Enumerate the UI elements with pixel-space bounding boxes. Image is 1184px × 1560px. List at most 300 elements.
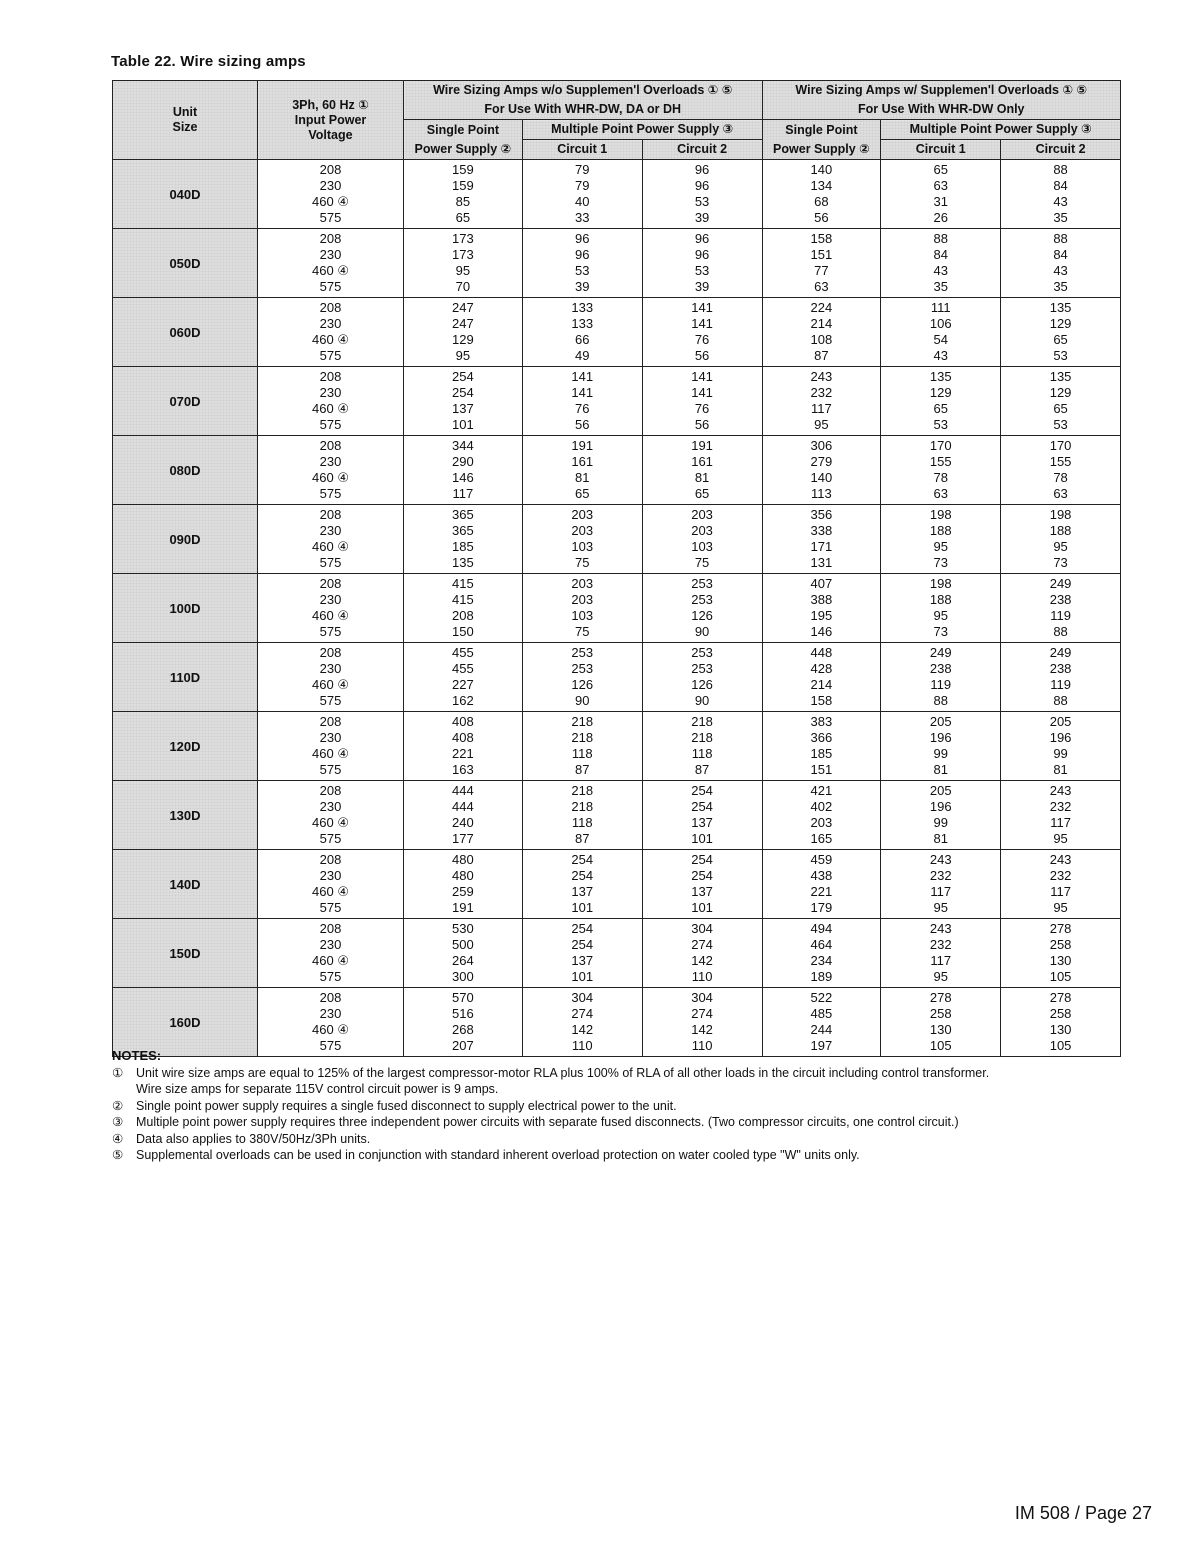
table-row	[113, 988, 1121, 1057]
single-point-ovl-cell	[762, 229, 881, 298]
value: 142	[571, 1022, 594, 1037]
circuit-2-cell	[642, 505, 762, 574]
value: 218	[571, 783, 594, 798]
unit-size-cell: 040D	[113, 160, 258, 229]
value: 460 ④	[312, 263, 349, 278]
single-point-a-line2: Power Supply ②	[414, 141, 512, 156]
value: 407	[810, 576, 833, 591]
circuit-2-cell	[642, 919, 762, 988]
value: 88	[1053, 624, 1068, 639]
header-group-without-overloads	[404, 81, 763, 120]
circuit-2-cell	[642, 643, 762, 712]
value: 232	[1049, 868, 1072, 883]
value: 53	[694, 263, 710, 278]
unit-size-cell: 130D	[113, 781, 258, 850]
value: 264	[452, 953, 474, 968]
value: 227	[452, 677, 474, 692]
table-title: Table 22. Wire sizing amps	[111, 53, 306, 70]
single-point-ovl-cell	[762, 298, 881, 367]
note-item	[112, 1114, 1142, 1131]
value: 39	[694, 210, 710, 225]
value: 460 ④	[312, 746, 349, 761]
value: 96	[694, 231, 710, 246]
value: 500	[452, 937, 474, 952]
value: 438	[810, 868, 833, 883]
circuit-2-cell	[642, 298, 762, 367]
value: 105	[929, 1038, 952, 1053]
value: 84	[933, 247, 948, 262]
value: 137	[452, 401, 474, 416]
value: 459	[810, 852, 833, 867]
value: 274	[571, 1006, 594, 1021]
value: 117	[452, 486, 474, 501]
value: 415	[452, 592, 474, 607]
value: 485	[810, 1006, 833, 1021]
voltage-cell	[258, 919, 404, 988]
table-row	[113, 505, 1121, 574]
value: 119	[1050, 677, 1071, 692]
value: 40	[574, 194, 590, 209]
value: 365	[452, 523, 474, 538]
value: 198	[1049, 507, 1072, 522]
value: 185	[452, 539, 474, 554]
value: 173	[452, 231, 474, 246]
value: 274	[691, 937, 713, 952]
value: 53	[574, 263, 590, 278]
value: 35	[1053, 210, 1068, 225]
value: 141	[691, 369, 713, 384]
value: 31	[933, 194, 948, 209]
value: 208	[319, 783, 342, 798]
value: 249	[1049, 645, 1072, 660]
value: 134	[810, 178, 833, 193]
header-voltage-line3: Voltage	[308, 127, 353, 142]
table-row	[113, 298, 1121, 367]
single-point-ovl-cell	[762, 988, 881, 1057]
value: 208	[319, 990, 342, 1005]
value: 129	[1049, 385, 1072, 400]
value: 133	[571, 300, 594, 315]
value: 415	[452, 576, 474, 591]
value: 191	[691, 438, 713, 453]
circuit-1-cell	[522, 574, 642, 643]
value: 141	[571, 385, 594, 400]
value: 65	[694, 486, 710, 501]
header-circuit-1-a: Circuit 1	[522, 140, 642, 160]
value: 230	[319, 661, 342, 676]
value: 575	[319, 555, 342, 570]
value: 402	[810, 799, 833, 814]
circuit-2-ovl-cell	[1001, 367, 1121, 436]
value: 232	[929, 937, 952, 952]
header-voltage-line2: Input Power	[294, 112, 367, 127]
note-item	[112, 1147, 1142, 1164]
value: 238	[929, 661, 952, 676]
circuit-2-cell	[642, 781, 762, 850]
value: 158	[810, 231, 833, 246]
value: 575	[319, 762, 342, 777]
value: 300	[452, 969, 474, 984]
value: 84	[1053, 178, 1068, 193]
notes-heading: NOTES:	[112, 1048, 162, 1063]
circuit-1-cell	[522, 436, 642, 505]
value: 126	[571, 677, 594, 692]
value: 129	[1049, 316, 1072, 331]
header-group-with-overloads	[762, 81, 1121, 120]
value: 126	[691, 677, 713, 692]
value: 88	[1053, 693, 1068, 708]
value: 208	[319, 645, 342, 660]
value: 96	[694, 247, 710, 262]
value: 63	[933, 486, 948, 501]
single-point-ovl-cell	[762, 436, 881, 505]
value: 240	[452, 815, 474, 830]
value: 254	[452, 369, 474, 384]
value: 253	[571, 645, 594, 660]
unit-size-cell: 060D	[113, 298, 258, 367]
single-point-cell	[404, 781, 523, 850]
value: 90	[694, 693, 710, 708]
value: 494	[810, 921, 833, 936]
note-item	[112, 1065, 1142, 1098]
value: 126	[691, 608, 713, 623]
table-row	[113, 643, 1121, 712]
value: 111	[930, 300, 951, 315]
value: 203	[571, 523, 594, 538]
value: 129	[929, 385, 952, 400]
value: 63	[933, 178, 948, 193]
value: 87	[574, 831, 590, 846]
voltage-cell	[258, 988, 404, 1057]
header-circuit-2-a: Circuit 2	[642, 140, 762, 160]
group-with-subtitle: For Use With WHR-DW Only	[857, 102, 1025, 116]
value: 141	[691, 316, 713, 331]
value: 460 ④	[312, 884, 349, 899]
header-unit-size	[113, 81, 258, 160]
value: 575	[319, 279, 342, 294]
value: 188	[929, 523, 952, 538]
value: 68	[814, 194, 829, 209]
single-point-ovl-cell	[762, 781, 881, 850]
value: 137	[571, 884, 594, 899]
value: 81	[694, 470, 710, 485]
value: 238	[1049, 592, 1072, 607]
value: 230	[319, 730, 342, 745]
circuit-2-cell	[642, 436, 762, 505]
note-line: Supplemental overloads can be used in conjunction with standard inherent overload protection on water cooled type "W" units only.	[136, 1148, 860, 1162]
value: 244	[810, 1022, 833, 1037]
single-point-cell	[404, 160, 523, 229]
value: 254	[691, 852, 713, 867]
value: 421	[810, 783, 833, 798]
value: 88	[933, 231, 948, 246]
circuit-2-ovl-cell	[1001, 229, 1121, 298]
note-symbol: ③	[112, 1115, 124, 1129]
value: 247	[452, 316, 474, 331]
value: 243	[1049, 783, 1072, 798]
value: 575	[319, 417, 342, 432]
unit-size-cell: 070D	[113, 367, 258, 436]
value: 253	[691, 576, 713, 591]
value: 366	[810, 730, 833, 745]
value: 96	[574, 231, 590, 246]
value: 218	[571, 799, 594, 814]
single-point-ovl-cell	[762, 367, 881, 436]
value: 214	[810, 316, 833, 331]
value: 408	[452, 714, 474, 729]
value: 258	[1049, 937, 1072, 952]
header-circuit-2-b: Circuit 2	[1001, 140, 1121, 160]
value: 131	[810, 555, 833, 570]
value: 137	[571, 953, 594, 968]
value: 522	[810, 990, 833, 1005]
notes-section	[112, 1048, 1142, 1164]
value: 383	[810, 714, 833, 729]
value: 208	[319, 300, 342, 315]
circuit-2-ovl-cell	[1001, 505, 1121, 574]
wire-sizing-table	[112, 80, 1121, 1057]
value: 460 ④	[312, 332, 349, 347]
voltage-cell	[258, 781, 404, 850]
page-footer: IM 508 / Page 27	[1014, 1503, 1152, 1523]
value: 455	[452, 661, 474, 676]
circuit-1-ovl-cell	[881, 643, 1001, 712]
single-point-ovl-cell	[762, 505, 881, 574]
value: 39	[694, 279, 710, 294]
value: 230	[319, 316, 342, 331]
value: 96	[694, 178, 710, 193]
voltage-cell	[258, 160, 404, 229]
value: 196	[1049, 730, 1072, 745]
value: 81	[574, 470, 590, 485]
value: 75	[694, 555, 710, 570]
value: 254	[691, 799, 713, 814]
value: 141	[571, 369, 594, 384]
value: 78	[1053, 470, 1068, 485]
value: 35	[933, 279, 948, 294]
single-point-cell	[404, 574, 523, 643]
value: 218	[691, 730, 713, 745]
value: 101	[571, 900, 594, 915]
table-row	[113, 781, 1121, 850]
value: 103	[571, 608, 594, 623]
value: 95	[1053, 539, 1068, 554]
value: 408	[452, 730, 474, 745]
value: 208	[319, 576, 342, 591]
value: 221	[810, 884, 833, 899]
single-point-ovl-cell	[762, 643, 881, 712]
value: 516	[452, 1006, 474, 1021]
header-single-point-a	[404, 120, 523, 160]
note-item	[112, 1131, 1142, 1148]
value: 163	[452, 762, 474, 777]
value: 243	[929, 852, 952, 867]
voltage-cell	[258, 505, 404, 574]
group-without-title: Wire Sizing Amps w/o Supplemen'l Overloads ① ⑤	[433, 83, 733, 97]
value: 70	[455, 279, 471, 294]
value: 575	[319, 969, 342, 984]
value: 150	[452, 624, 474, 639]
value: 99	[1053, 746, 1068, 761]
value: 95	[455, 348, 471, 363]
single-point-cell	[404, 436, 523, 505]
value: 356	[810, 507, 833, 522]
circuit-1-ovl-cell	[881, 919, 1001, 988]
value: 73	[933, 624, 948, 639]
circuit-1-cell	[522, 505, 642, 574]
value: 575	[319, 348, 342, 363]
value: 306	[810, 438, 833, 453]
value: 39	[574, 279, 590, 294]
value: 203	[810, 815, 833, 830]
value: 460 ④	[312, 470, 349, 485]
value: 208	[319, 714, 342, 729]
table-row	[113, 229, 1121, 298]
value: 253	[691, 661, 713, 676]
value: 130	[1049, 1022, 1072, 1037]
unit-size-cell: 100D	[113, 574, 258, 643]
value: 95	[933, 900, 948, 915]
value: 188	[929, 592, 952, 607]
value: 344	[452, 438, 474, 453]
circuit-2-ovl-cell	[1001, 574, 1121, 643]
value: 90	[574, 693, 590, 708]
table-row	[113, 160, 1121, 229]
value: 88	[1053, 231, 1068, 246]
value: 161	[691, 454, 713, 469]
value: 54	[933, 332, 948, 347]
single-point-ovl-cell	[762, 160, 881, 229]
value: 162	[452, 693, 474, 708]
circuit-1-cell	[522, 919, 642, 988]
circuit-2-cell	[642, 229, 762, 298]
value: 208	[319, 507, 342, 522]
value: 254	[571, 937, 594, 952]
value: 53	[1053, 348, 1068, 363]
value: 101	[691, 900, 713, 915]
single-point-b-line2: Power Supply ②	[773, 141, 870, 156]
value: 151	[810, 247, 833, 262]
circuit-1-cell	[522, 160, 642, 229]
value: 95	[1053, 831, 1068, 846]
single-point-cell	[404, 229, 523, 298]
value: 243	[1049, 852, 1072, 867]
value: 53	[933, 417, 948, 432]
value: 170	[1049, 438, 1072, 453]
value: 118	[571, 815, 593, 830]
value: 105	[1049, 969, 1072, 984]
value: 575	[319, 900, 342, 915]
value: 73	[933, 555, 948, 570]
table-row	[113, 712, 1121, 781]
value: 142	[691, 953, 713, 968]
value: 119	[930, 677, 952, 692]
value: 460 ④	[312, 539, 349, 554]
value: 238	[1049, 661, 1072, 676]
value: 56	[694, 348, 710, 363]
value: 234	[810, 953, 833, 968]
value: 53	[1053, 417, 1068, 432]
value: 106	[929, 316, 952, 331]
single-point-cell	[404, 712, 523, 781]
value: 171	[810, 539, 833, 554]
value: 253	[691, 592, 713, 607]
table-row	[113, 367, 1121, 436]
value: 254	[571, 852, 594, 867]
value: 79	[574, 162, 590, 177]
value: 232	[1049, 799, 1072, 814]
value: 135	[452, 555, 474, 570]
value: 119	[1050, 608, 1071, 623]
value: 207	[452, 1038, 474, 1053]
value: 56	[574, 417, 590, 432]
value: 232	[810, 385, 833, 400]
circuit-2-ovl-cell	[1001, 850, 1121, 919]
value: 198	[929, 576, 952, 591]
value: 75	[574, 624, 590, 639]
value: 232	[929, 868, 952, 883]
value: 575	[319, 624, 342, 639]
unit-size-cell: 140D	[113, 850, 258, 919]
value: 253	[571, 661, 594, 676]
value: 135	[929, 369, 952, 384]
value: 117	[811, 401, 832, 416]
circuit-1-ovl-cell	[881, 436, 1001, 505]
value: 137	[691, 815, 713, 830]
value: 56	[694, 417, 710, 432]
value: 110	[691, 969, 713, 984]
value: 88	[1053, 162, 1068, 177]
value: 247	[452, 300, 474, 315]
value: 151	[810, 762, 833, 777]
table-row	[113, 574, 1121, 643]
value: 87	[694, 762, 710, 777]
unit-size-cell: 120D	[113, 712, 258, 781]
value: 56	[814, 210, 829, 225]
value: 460 ④	[312, 677, 349, 692]
value: 254	[571, 921, 594, 936]
value: 460 ④	[312, 194, 349, 209]
value: 78	[933, 470, 948, 485]
value: 63	[814, 279, 829, 294]
value: 218	[571, 714, 594, 729]
header-multiple-point-b: Multiple Point Power Supply ③	[881, 120, 1121, 140]
value: 205	[929, 714, 952, 729]
value: 79	[574, 178, 590, 193]
value: 63	[1053, 486, 1068, 501]
value: 575	[319, 831, 342, 846]
value: 480	[452, 852, 474, 867]
value: 95	[933, 969, 948, 984]
voltage-cell	[258, 643, 404, 712]
table-row	[113, 436, 1121, 505]
value: 230	[319, 799, 342, 814]
value: 81	[933, 762, 948, 777]
note-line: Multiple point power supply requires three independent power circuits with separate fused disconnects. (Two compressor circuits, one control circuit.)	[136, 1115, 959, 1129]
value: 105	[1049, 1038, 1072, 1053]
unit-size-cell: 150D	[113, 919, 258, 988]
value: 208	[319, 852, 342, 867]
single-point-cell	[404, 919, 523, 988]
note-line: Unit wire size amps are equal to 125% of the largest compressor-motor RLA plus 100% of RLA of all other loads in the circuit including control transformer.	[136, 1065, 990, 1080]
single-point-cell	[404, 643, 523, 712]
circuit-1-cell	[522, 712, 642, 781]
circuit-2-cell	[642, 850, 762, 919]
value: 117	[930, 884, 952, 899]
circuit-1-ovl-cell	[881, 505, 1001, 574]
unit-size-cell: 050D	[113, 229, 258, 298]
circuit-2-ovl-cell	[1001, 988, 1121, 1057]
